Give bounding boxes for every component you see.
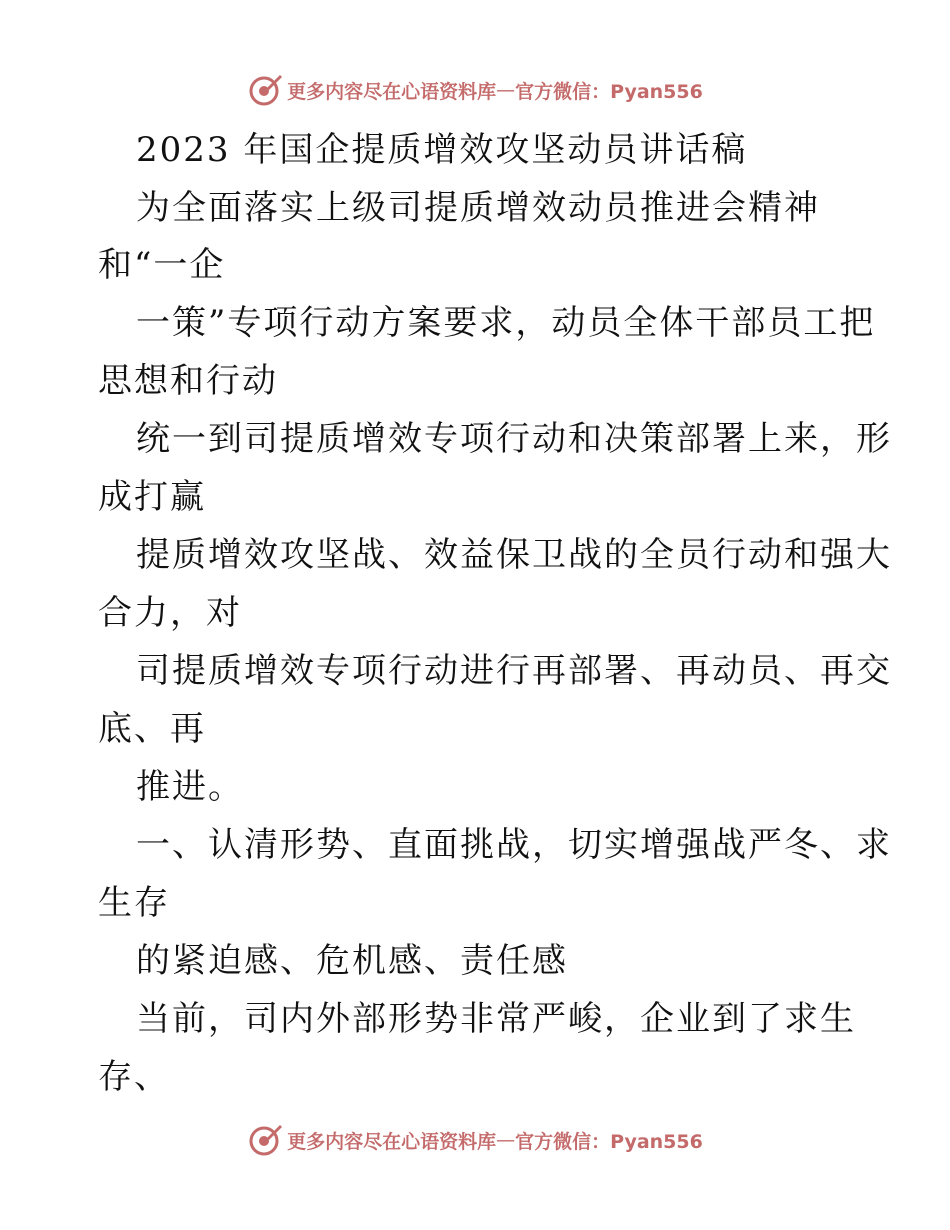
paragraph-line: 成打赢	[98, 477, 206, 517]
paragraph-line: 当前，司内外部形势非常严峻，企业到了求生	[136, 999, 856, 1039]
paragraph-line: 存、	[98, 1057, 170, 1097]
watermark-text: 更多内容尽在心语资料库	[287, 1130, 497, 1153]
section-heading: 一、认清形势、直面挑战，切实增强战严冬、求	[136, 825, 892, 865]
pen-seal-icon	[247, 72, 283, 108]
header-watermark	[0, 68, 950, 112]
watermark-separator: —	[496, 1129, 516, 1151]
pen-seal-icon	[247, 1122, 283, 1158]
watermark-text: 更多内容尽在心语资料库	[287, 80, 497, 103]
section-heading-cont: 的紧迫感、危机感、责任感	[136, 941, 568, 981]
paragraph-line: 推进。	[136, 767, 244, 807]
watermark-suffix: 官方微信：Pyan556	[515, 1130, 703, 1153]
paragraph-line: 提质增效攻坚战、效益保卫战的全员行动和强大	[136, 535, 892, 575]
paragraph-line: 思想和行动	[98, 361, 278, 401]
footer-watermark	[0, 1118, 950, 1162]
watermark-separator: —	[496, 79, 516, 101]
paragraph-line: 合力，对	[98, 593, 242, 633]
paragraph-line: 司提质增效专项行动进行再部署、再动员、再交	[136, 651, 892, 691]
paragraph-line: 为全面落实上级司提质增效动员推进会精神	[136, 188, 820, 228]
paragraph-line: 底、再	[98, 709, 206, 749]
document-title: 2023 年国企提质增效攻坚动员讲话稿	[136, 130, 748, 170]
paragraph-line: 一策”专项行动方案要求，动员全体干部员工把	[136, 303, 876, 343]
section-heading-cont: 生存	[98, 883, 170, 923]
paragraph-line: 和“一企	[98, 245, 226, 285]
watermark-suffix: 官方微信：Pyan556	[515, 80, 703, 103]
paragraph-line: 统一到司提质增效专项行动和决策部署上来，形	[136, 419, 892, 459]
